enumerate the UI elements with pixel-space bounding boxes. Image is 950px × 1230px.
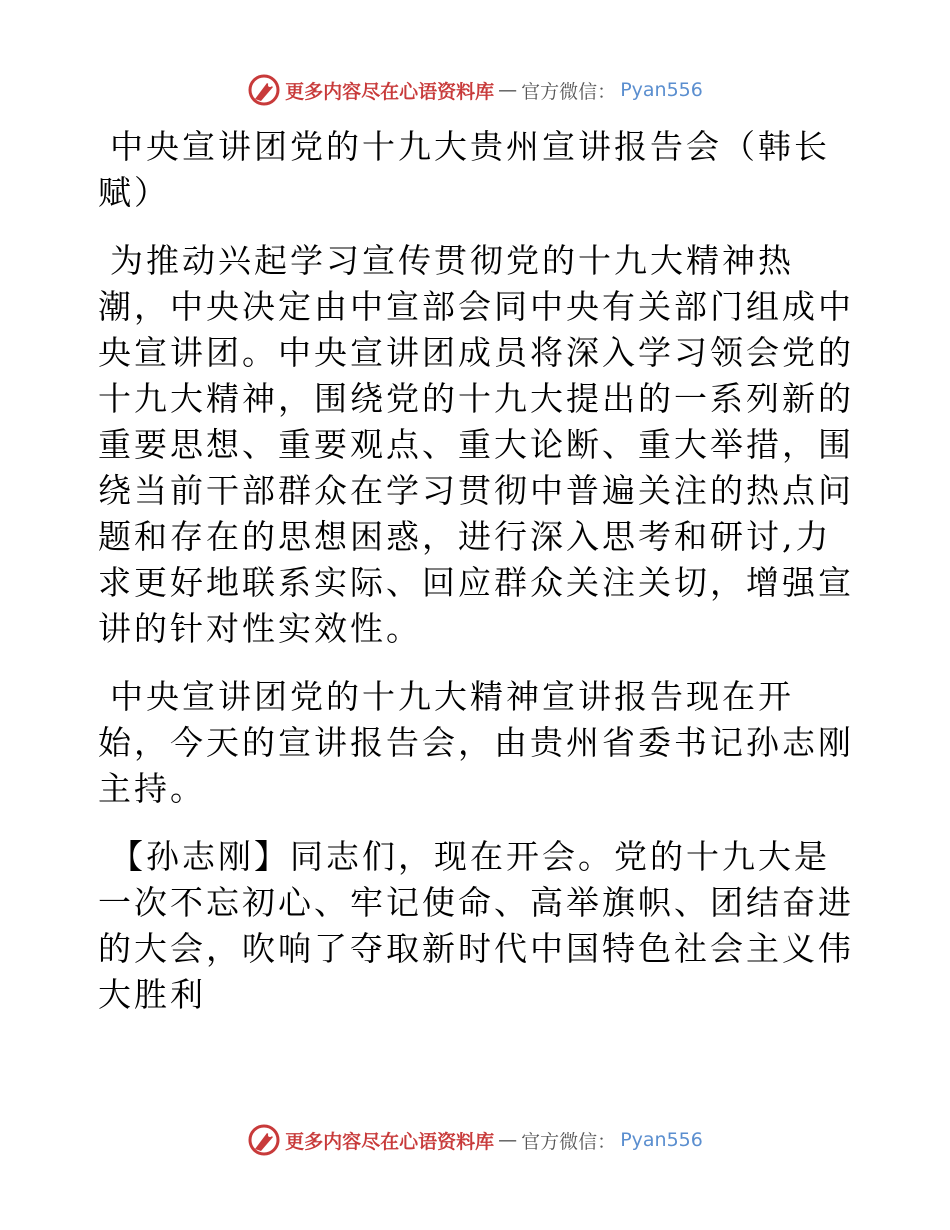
pen-nib-logo-icon [247, 1123, 281, 1157]
footer-watermark-banner [0, 1120, 950, 1160]
pen-nib-logo-icon [247, 73, 281, 107]
banner-separator: — [498, 79, 518, 101]
header-watermark-banner [0, 70, 950, 110]
banner-official-text: 官方微信： [521, 80, 617, 103]
paragraph-speech: 【孙志刚】同志们，现在开会。党的十九大是一次不忘初心、牢记使命、高举旗帜、团结奋进的大会，吹响了夺取新时代中国特色社会主义伟大胜利 [98, 837, 854, 1014]
document-title: 中央宣讲团党的十九大贵州宣讲报告会（韩长赋） [98, 127, 830, 212]
banner-site-text: 更多内容尽在心语资料库 [285, 1130, 495, 1153]
document-body [98, 124, 856, 1040]
banner-wechat-id: Pyan556 [620, 79, 703, 101]
banner-separator: — [498, 1129, 518, 1151]
banner-site-text: 更多内容尽在心语资料库 [285, 80, 495, 103]
paragraph-opening: 中央宣讲团党的十九大精神宣讲报告现在开始，今天的宣讲报告会，由贵州省委书记孙志刚主持。 [98, 677, 854, 808]
banner-official-text: 官方微信： [521, 1130, 617, 1153]
banner-wechat-id: Pyan556 [620, 1129, 703, 1151]
paragraph-intro: 为推动兴起学习宣传贯彻党的十九大精神热潮，中央决定由中宣部会同中央有关部门组成中央宣讲团。中央宣讲团成员将深入学习领会党的十九大精神，围绕党的十九大提出的一系列新的重要思想、重要观点、重大论断、重大举措，围绕当前干部群众在学习贯彻中普遍关注的热点问题和存在的思想困惑，进行深入思考和研讨,力求更好地联系实际、回应群众关注关切，增强宣讲的针对性实效性。 [98, 241, 854, 648]
